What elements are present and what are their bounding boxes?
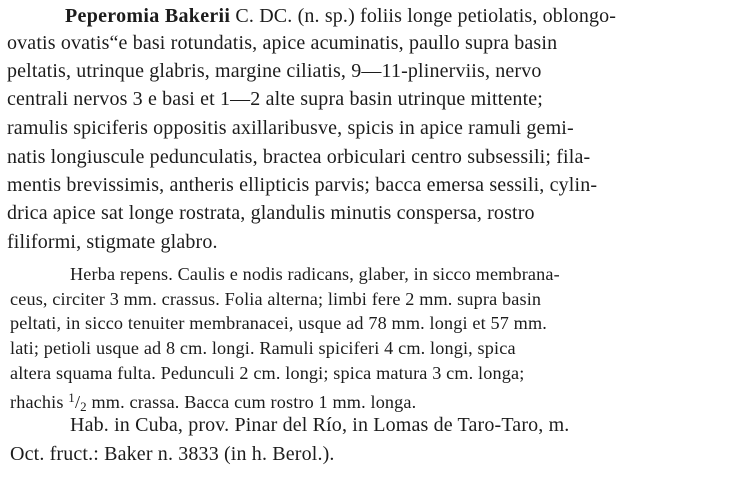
description-line-8: drica apice sat longe rostrata, glandulis minutis conspersa, rostro	[7, 202, 535, 224]
habit-line-4: lati; petioli usque ad 8 cm. longi. Ramuli spiciferi 4 cm. longi, spica	[10, 338, 516, 358]
habitat-line-1: Hab. in Cuba, prov. Pinar del Río, in Lomas de Taro-Taro, m.	[70, 414, 570, 436]
fraction-numerator: 1	[68, 390, 75, 405]
habit-line-3: peltati, in sicco tenuiter membranacei, usque ad 78 mm. longi et 57 mm.	[10, 313, 547, 333]
description-line-6: natis longiuscule pedunculatis, bractea orbiculari centro subsessili; fila-	[7, 146, 591, 168]
description-line-1-text: C. DC. (n. sp.) foliis longe petiolatis, oblongo-	[230, 5, 617, 27]
habit-line-2: ceus, circiter 3 mm. crassus. Folia alterna; limbi fere 2 mm. supra basin	[10, 289, 542, 309]
description-line-5: ramulis spiciferis oppositis axillaribusve, spicis in apice ramuli gemi-	[7, 117, 574, 139]
habit-line-6-end: mm. crassa. Bacca cum rostro 1 mm. longa.	[86, 392, 417, 412]
description-line-3: peltatis, utrinque glabris, margine ciliatis, 9—11-plinerviis, nervo	[7, 60, 542, 82]
habit-line-5: altera squama fulta. Pedunculi 2 cm. longi; spica matura 3 cm. longa;	[10, 363, 525, 383]
fraction-slash: /	[74, 392, 81, 412]
habit-line-1: Herba repens. Caulis e nodis radicans, glaber, in sicco membrana-	[70, 264, 560, 284]
fraction-denominator: 2	[80, 399, 87, 414]
description-line-9: filiformi, stigmate glabro.	[7, 231, 218, 253]
habit-line-6	[10, 384, 416, 412]
description-line-4: centrali nervos 3 e basi et 1—2 alte supra basin utrinque mittente;	[7, 88, 544, 110]
description-line-1	[65, 2, 616, 30]
habit-line-6-start: rhachis	[10, 392, 69, 412]
species-name: Peperomia Bakerii	[65, 5, 231, 27]
description-line-7: mentis brevissimis, antheris ellipticis parvis; bacca emersa sessili, cylin-	[7, 174, 598, 196]
description-line-2: ovatis ovatis“e basi rotundatis, apice acuminatis, paullo supra basin	[7, 32, 558, 54]
habitat-line-2: Oct. fruct.: Baker n. 3833 (in h. Berol.).	[10, 443, 335, 465]
